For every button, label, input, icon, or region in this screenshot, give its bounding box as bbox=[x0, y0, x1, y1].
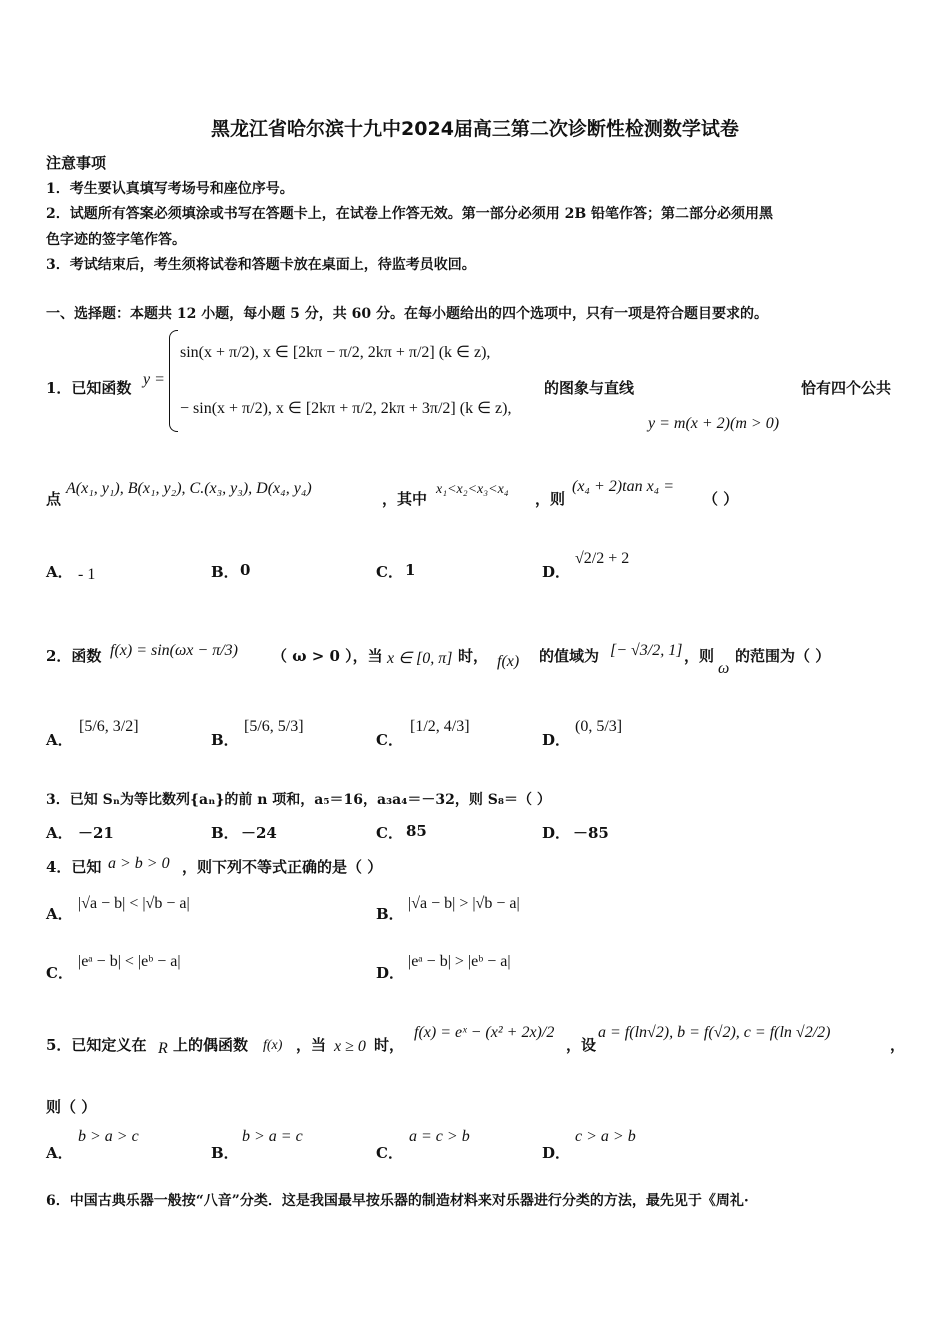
q2-opt-d-label[interactable]: D． bbox=[542, 731, 571, 749]
q3-opt-c[interactable]: 85 bbox=[406, 822, 427, 840]
q3-opt-a-label[interactable]: A． bbox=[46, 824, 73, 842]
q1-opt-a[interactable]: - 1 bbox=[78, 566, 96, 583]
q1-opt-d[interactable]: √2/2 + 2 bbox=[575, 550, 630, 567]
q3-opt-b[interactable]: －24 bbox=[241, 824, 277, 842]
q4-opt-d[interactable]: |eᵃ − b| > |eᵇ − a| bbox=[408, 953, 511, 970]
q6-stem: 6．中国古典乐器一般按“八音”分类．这是我国最早按乐器的制造材料来对乐器进行分类的方法，最先见于《周礼· bbox=[46, 1193, 749, 1209]
q4-cond: a > b > 0 bbox=[108, 855, 170, 872]
q5-opt-c[interactable]: a = c > b bbox=[409, 1128, 470, 1145]
q2-tail: 的范围为（ ） bbox=[735, 647, 831, 665]
q2-omega: ω bbox=[718, 660, 730, 677]
q1-y: y = bbox=[143, 371, 165, 388]
q5-opt-c-label[interactable]: C． bbox=[376, 1144, 403, 1162]
q4-opt-c[interactable]: |eᵃ − b| < |eᵇ − a| bbox=[78, 953, 181, 970]
q2-opt-b-label[interactable]: B． bbox=[211, 731, 239, 749]
q5-fx: f(x) bbox=[263, 1038, 283, 1053]
q3-opt-d-label[interactable]: D． bbox=[542, 824, 571, 842]
q2-opt-b[interactable]: [5/6, 5/3] bbox=[244, 718, 304, 735]
q2-func: f(x) = sin(ωx − π/3) bbox=[110, 642, 238, 659]
notice-item: 3．考试结束后，考生须将试卷和答题卡放在桌面上，待监考员收回。 bbox=[46, 257, 476, 273]
q1-order: x₁<x₂<x₃<x₄ bbox=[436, 482, 509, 497]
q4-opt-a-label[interactable]: A． bbox=[46, 905, 73, 923]
q1-tail: 恰有四个公共 bbox=[801, 379, 892, 397]
q1-case1: sin(x + π/2), x ∈ [2kπ − π/2, 2kπ + π/2] (k ∈ z), bbox=[180, 344, 491, 361]
q1-opt-c[interactable]: 1 bbox=[405, 561, 416, 579]
q5-shi: 时， bbox=[374, 1036, 405, 1054]
q2-stem: 2．函数 bbox=[46, 647, 102, 665]
q4-opt-d-label[interactable]: D． bbox=[376, 964, 405, 982]
q2-fx: f(x) bbox=[497, 653, 520, 670]
q3-opt-c-label[interactable]: C． bbox=[376, 824, 403, 842]
q2-opt-c[interactable]: [1/2, 4/3] bbox=[410, 718, 470, 735]
q4-opt-b-label[interactable]: B． bbox=[376, 905, 404, 923]
q1-line: y = m(x + 2)(m > 0) bbox=[648, 415, 780, 432]
q4-opt-c-label[interactable]: C． bbox=[46, 964, 73, 982]
q2-opt-a-label[interactable]: A． bbox=[46, 731, 73, 749]
q5-comma: ， bbox=[890, 1036, 906, 1054]
q2-opt-d[interactable]: (0, 5/3] bbox=[575, 718, 623, 735]
q5-then: 则（ ） bbox=[46, 1098, 97, 1116]
q1-stem: 1．已知函数 bbox=[46, 379, 132, 397]
q4-opt-a[interactable]: |√a − b| < |√b − a| bbox=[78, 895, 190, 912]
q5-opt-a-label[interactable]: A． bbox=[46, 1144, 73, 1162]
q2-cond: （ ω > 0 ），当 bbox=[272, 647, 383, 665]
q5-opt-d[interactable]: c > a > b bbox=[575, 1128, 636, 1145]
q2-range: [− √3/2, 1] bbox=[610, 642, 683, 659]
notice-item: 2．试题所有答案必须填涂或书写在答题卡上，在试卷上作答无效。第一部分必须用 2B 铅笔作答；第二部分必须用黑 bbox=[46, 206, 774, 222]
q5-mid: 上的偶函数 bbox=[173, 1036, 249, 1054]
q4-stem: 4．已知 bbox=[46, 858, 102, 876]
q1-opt-a-label[interactable]: A． bbox=[46, 563, 73, 581]
q2-opt-a[interactable]: [5/6, 3/2] bbox=[79, 718, 139, 735]
q1-paren: （ ） bbox=[703, 490, 739, 508]
q4-opt-b[interactable]: |√a − b| > |√b − a| bbox=[408, 895, 520, 912]
notice-item: 1．考生要认真填写考场号和座位序号。 bbox=[46, 181, 294, 197]
q1-expr: (x₄ + 2)tan x₄ = bbox=[572, 478, 675, 495]
q1-then: ，则 bbox=[535, 490, 566, 508]
q5-abc: a = f(ln√2), b = f(√2), c = f(ln √2/2) bbox=[598, 1024, 831, 1041]
q5-opt-b[interactable]: b > a = c bbox=[242, 1128, 303, 1145]
q3-opt-a[interactable]: －21 bbox=[78, 824, 114, 842]
q5-stem: 5．已知定义在 bbox=[46, 1036, 147, 1054]
q2-opt-c-label[interactable]: C． bbox=[376, 731, 403, 749]
q1-opt-d-label[interactable]: D． bbox=[542, 563, 571, 581]
q4-tail: ，则下列不等式正确的是（ ） bbox=[182, 858, 383, 876]
q5-opt-b-label[interactable]: B． bbox=[211, 1144, 239, 1162]
q1-mid: 的图象与直线 bbox=[544, 379, 635, 397]
q1-opt-b-label[interactable]: B． bbox=[211, 563, 239, 581]
notice-item: 色字迹的签字笔作答。 bbox=[46, 232, 186, 248]
q2-domain: x ∈ [0, π] bbox=[387, 650, 453, 667]
q1-opt-c-label[interactable]: C． bbox=[376, 563, 403, 581]
q1-points: A(x₁, y₁), B(x₁, y₂), C.(x₃, y₃), D(x₄, y₄) bbox=[66, 480, 312, 497]
q2-then: ，则 bbox=[684, 647, 715, 665]
q2-range-label: 的值域为 bbox=[539, 647, 600, 665]
q5-R: R bbox=[158, 1040, 168, 1057]
q5-opt-a[interactable]: b > a > c bbox=[78, 1128, 139, 1145]
q3-opt-b-label[interactable]: B． bbox=[211, 824, 239, 842]
q5-opt-d-label[interactable]: D． bbox=[542, 1144, 571, 1162]
q1-opt-b[interactable]: 0 bbox=[240, 561, 251, 579]
q1-brace bbox=[169, 330, 178, 432]
q2-mid: 时， bbox=[458, 647, 489, 665]
page-title: 黑龙江省哈尔滨十九中2024届高三第二次诊断性检测数学试卷 bbox=[211, 118, 739, 140]
q5-def: f(x) = eˣ − (x² + 2x)/2 bbox=[414, 1024, 555, 1041]
q1-point-label: 点 bbox=[46, 490, 62, 508]
notice-heading: 注意事项 bbox=[46, 154, 107, 172]
section-heading: 一、选择题：本题共 12 小题，每小题 5 分，共 60 分。在每小题给出的四个选项中，只有一项是符合题目要求的。 bbox=[46, 306, 768, 322]
q5-cond: x ≥ 0 bbox=[334, 1038, 366, 1055]
q1-where: ，其中 bbox=[382, 490, 428, 508]
q5-when: ，当 bbox=[296, 1036, 327, 1054]
q1-case2: − sin(x + π/2), x ∈ [2kπ + π/2, 2kπ + 3π/2] (k ∈ z), bbox=[180, 400, 512, 417]
q3-opt-d[interactable]: －85 bbox=[573, 824, 609, 842]
q3-stem: 3．已知 Sₙ为等比数列{aₙ}的前 n 项和，a₅＝16，a₃a₄＝－32，则 S₈＝（ ） bbox=[46, 792, 551, 808]
q5-set: ，设 bbox=[566, 1036, 597, 1054]
